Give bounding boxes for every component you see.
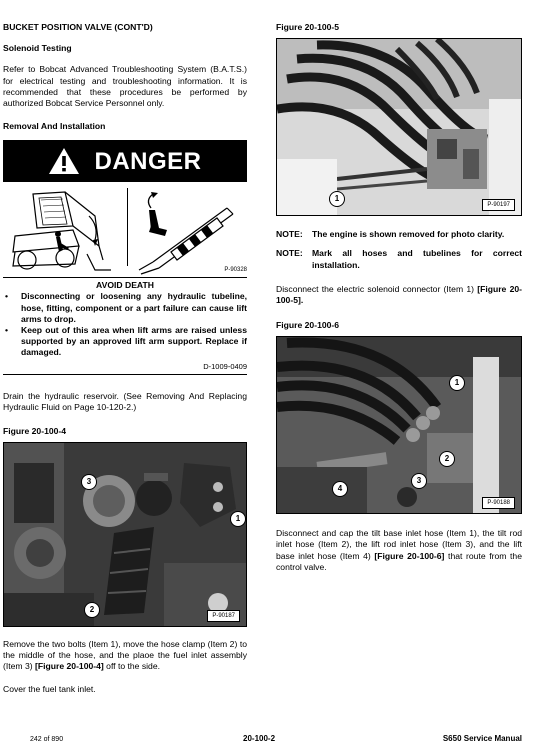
figure-5-photo (276, 38, 522, 216)
figure-6-callout-3: 3 (411, 473, 427, 489)
note-label: NOTE: (276, 248, 303, 259)
solenoid-testing-heading: Solenoid Testing (3, 43, 72, 54)
danger-banner (3, 140, 247, 182)
section-heading: BUCKET POSITION VALVE (CONT'D) (3, 22, 153, 32)
note-engine-removed (276, 229, 522, 240)
figure-6-photo (276, 336, 522, 514)
danger-word: DANGER (94, 147, 202, 175)
figure-6-callout-2: 2 (439, 451, 455, 467)
danger-bullet-list (3, 291, 247, 358)
cap-figure-ref: [Figure 20-100-6] (374, 550, 445, 561)
figure-4-photo (3, 442, 247, 627)
figure-5-label: Figure 20-100-5 (276, 22, 340, 32)
cap-text-part-b: that route from the control valve. (276, 550, 522, 572)
figure-4-callout-3: 3 (81, 474, 97, 490)
remove-text-part-a: Remove the two bolts (Item 1), move the hose clamp (Item 2) to the middle of the hose, and the plaoe the fuel inlet assembly (Item 3) (3, 638, 247, 672)
figure-6-picture-number: P-90188 (482, 497, 515, 509)
danger-illustrations (3, 182, 247, 278)
avoid-death-title: AVOID DEATH (96, 280, 154, 291)
page-footer (0, 733, 540, 749)
note-text: The engine is shown removed for photo clarity. (312, 229, 505, 240)
disconnect-text: Disconnect the electric solenoid connector (Item 1) (276, 283, 478, 294)
note-mark-hoses (276, 248, 522, 270)
figure-5-callout-1: 1 (329, 191, 345, 207)
removal-heading: Removal And Installation (3, 121, 106, 132)
danger-reference: D-1009-0409 (3, 358, 247, 375)
danger-bullet: • Disconnecting or loosening any hydraulic tubeline, hose, fitting, component or a part failure can cause lift arms to drop. (3, 291, 247, 325)
solenoid-testing-text: Refer to Bobcat Advanced Troubleshooting System (B.A.T.S.) for electrical testing and troubleshooting information. It is recommended that these procedures be performed by authorized Bobcat Service Personnel only. (3, 64, 247, 108)
right-column (276, 22, 522, 585)
figure-6-label: Figure 20-100-6 (276, 320, 340, 331)
danger-picture-number: P-90328 (224, 267, 247, 274)
disconnect-figure-ref: [Figure 20-100-5]. (276, 283, 522, 305)
remove-bolts-text (3, 639, 247, 673)
left-column (3, 22, 247, 707)
control-valve-hoses-photo-illustration (277, 337, 522, 514)
note-text: Mark all hoses and tubelines for correct installation. (312, 248, 522, 270)
figure-5-picture-number: P-90197 (482, 199, 515, 211)
cover-fuel-tank-text: Cover the fuel tank inlet. (3, 684, 96, 695)
drain-text: Drain the hydraulic reservoir. (See Removing And Replacing Hydraulic Fluid on Page 10-120-2.) (3, 391, 247, 413)
manual-title: S650 Service Manual (442, 734, 522, 743)
remove-text-part-b: off to the side. (103, 661, 160, 672)
disconnect-cap-hoses-text (276, 528, 522, 573)
figure-4-callout-1: 1 (230, 511, 246, 527)
figure-4-picture-number: P-90187 (207, 610, 240, 622)
illustration-divider (127, 188, 128, 266)
figure-4-label: Figure 20-100-4 (3, 425, 67, 436)
section-page-number: 20-100-2 (243, 734, 276, 743)
disconnect-connector-text (276, 284, 522, 306)
lift-arm-support-illustration (131, 186, 249, 276)
fuel-inlet-photo-illustration (4, 443, 247, 627)
page-count: 242 of 890 (30, 736, 64, 743)
cap-text-part-a: Disconnect and cap the tilt base inlet hose (Item 1), the tilt rod inlet hose (Item 2), the lift rod inlet hose (Item 3), and the lift base inlet hose (Item 4) (276, 528, 522, 561)
solenoid-connector-photo-illustration (277, 39, 522, 216)
figure-6-callout-1: 1 (449, 375, 465, 391)
warning-triangle-icon (48, 147, 80, 175)
loader-crush-illustration (3, 186, 127, 276)
figure-6-callout-4: 4 (332, 481, 348, 497)
notes (276, 229, 522, 271)
figure-4-callout-2: 2 (84, 602, 100, 618)
remove-text-figure-ref: [Figure 20-100-4] (35, 661, 104, 672)
danger-box (3, 140, 247, 375)
danger-bullet: • Keep out of this area when lift arms are raised unless supported by an approved lift arm support. Replace if damaged. (3, 325, 247, 359)
note-label: NOTE: (276, 229, 303, 240)
